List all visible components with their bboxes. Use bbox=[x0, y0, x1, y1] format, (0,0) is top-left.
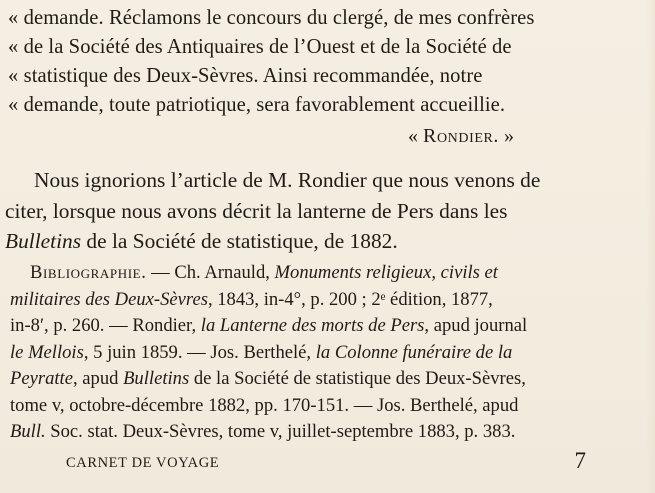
paragraph-line-3-text: de la Société de statistique, de 1882. bbox=[81, 229, 398, 253]
quote-line-3: « statistique des Deux-Sèvres. Ainsi recommandée, notre bbox=[8, 65, 483, 87]
page-number: 7 bbox=[574, 448, 586, 473]
biblio-text: Soc. stat. Deux-Sèvres, tome v, juillet-septembre 1883, p. 383. bbox=[45, 421, 516, 442]
bibliography bbox=[10, 260, 638, 446]
word: de bbox=[242, 168, 263, 192]
biblio-title: le Mellois bbox=[10, 341, 84, 363]
word: l’article bbox=[170, 168, 238, 192]
quote-line-1: « demande. Réclamons le concours du clergé, de mes confrères bbox=[8, 7, 535, 29]
word: de bbox=[371, 198, 392, 223]
biblio-title: la Lanterne des morts de Pers bbox=[200, 315, 425, 336]
signature-open-quote: « bbox=[408, 125, 423, 147]
biblio-line-6: tome v, octobre-décembre 1882, pp. 170-151. — Jos. Berthelé, apud bbox=[10, 394, 519, 416]
biblio-text: , 5 juin 1859. — Jos. Berthelé, bbox=[83, 341, 316, 363]
signature-close-quote: » bbox=[499, 125, 515, 147]
biblio-title: Peyratte bbox=[10, 368, 73, 389]
biblio-line-2 bbox=[10, 287, 638, 314]
biblio-line-7 bbox=[10, 419, 638, 446]
word: Nous bbox=[34, 168, 80, 192]
page-footer bbox=[66, 448, 586, 478]
biblio-text: — Ch. Arnauld, bbox=[146, 262, 275, 283]
word: la bbox=[276, 198, 292, 223]
biblio-text: in-8′, p. 260. — Rondier, bbox=[10, 315, 201, 336]
bulletins-title: Bulletins bbox=[5, 229, 82, 253]
word: ignorions bbox=[84, 168, 166, 192]
paragraph-line-3 bbox=[5, 226, 638, 257]
running-title: CARNET DE VOYAGE bbox=[66, 455, 220, 471]
biblio-text: de la Société de statistique des Deux-Sèvres, bbox=[189, 368, 526, 389]
main-paragraph bbox=[5, 165, 638, 257]
word: venons bbox=[454, 168, 515, 192]
signature-name: Rondier. bbox=[423, 125, 500, 147]
biblio-line-5 bbox=[10, 366, 638, 393]
biblio-label: Bibliographie. bbox=[30, 262, 147, 283]
biblio-text: , 1843, in-4°, p. 200 ; 2ᵉ édition, 1877, bbox=[207, 288, 493, 310]
word: Rondier bbox=[297, 168, 367, 192]
biblio-line-4 bbox=[10, 340, 638, 367]
word: nous bbox=[121, 198, 162, 223]
word: M. bbox=[268, 168, 293, 192]
word: Pers bbox=[396, 198, 434, 223]
quote-line-4: « demande, toute patriotique, sera favorablement accueillie. bbox=[8, 94, 506, 116]
word: que bbox=[372, 168, 404, 192]
paragraph-line-2 bbox=[5, 196, 638, 227]
word: décrit bbox=[222, 198, 271, 223]
quote-signature bbox=[408, 122, 514, 150]
quote-line-2: « de la Société des Antiquaires de l’Ouest et de la Société de bbox=[8, 36, 512, 58]
word: les bbox=[483, 198, 508, 223]
biblio-title: Monuments religieux, civils et bbox=[274, 262, 498, 283]
word: de bbox=[520, 168, 541, 192]
biblio-title: Bulletins bbox=[123, 368, 190, 389]
biblio-line-3 bbox=[10, 313, 638, 340]
word: dans bbox=[439, 198, 479, 223]
biblio-title: Bull. bbox=[10, 421, 46, 442]
biblio-title: la Colonne funéraire de la bbox=[315, 341, 513, 363]
biblio-title: militaires des Deux-Sèvres bbox=[10, 288, 208, 310]
word: citer, bbox=[5, 198, 48, 223]
word: lorsque bbox=[52, 198, 116, 223]
paragraph-line-1 bbox=[34, 165, 638, 196]
word: nous bbox=[408, 168, 449, 192]
quoted-letter bbox=[8, 4, 638, 120]
biblio-text: , apud bbox=[72, 368, 124, 389]
word: lanterne bbox=[297, 198, 366, 223]
page-edge-shadow bbox=[646, 0, 655, 493]
biblio-line-1 bbox=[10, 260, 638, 287]
word: avons bbox=[166, 198, 217, 223]
biblio-text: , apud journal bbox=[424, 315, 528, 336]
